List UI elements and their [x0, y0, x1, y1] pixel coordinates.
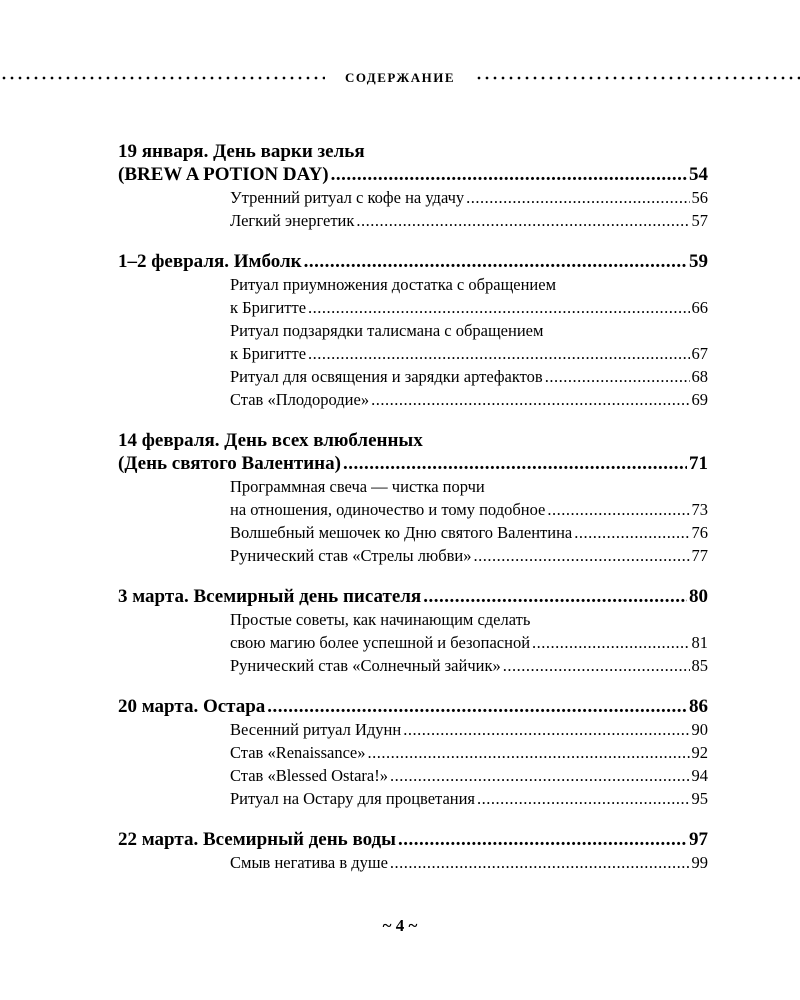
toc-section — [118, 695, 708, 810]
dot-leader — [390, 851, 690, 874]
toc-section — [118, 585, 708, 677]
entry-title: Легкий энергетик — [230, 211, 355, 230]
entry-row — [230, 388, 708, 411]
dot-leader — [547, 498, 689, 521]
entry-page-number: 85 — [691, 656, 708, 675]
entry-page-number: 94 — [691, 766, 708, 785]
section-heading — [118, 695, 708, 718]
table-of-contents — [118, 140, 708, 892]
section-title: 20 марта. Остара — [118, 696, 266, 717]
header-title: СОДЕРЖАНИЕ — [344, 70, 456, 85]
dot-leader — [267, 695, 687, 718]
section-heading — [118, 585, 708, 608]
dot-leader — [304, 250, 687, 273]
section-title-row — [118, 452, 708, 475]
toc-entry — [230, 741, 708, 764]
entry-row — [230, 365, 708, 388]
entry-row — [230, 209, 708, 232]
section-heading — [118, 140, 708, 186]
dot-leader — [466, 186, 689, 209]
entry-title: Утренний ритуал с кофе на удачу — [230, 188, 465, 207]
dot-leader — [308, 342, 689, 365]
entry-row — [230, 631, 708, 654]
section-title: (День святого Валентина) — [118, 453, 341, 474]
section-heading — [118, 250, 708, 273]
toc-entry — [230, 273, 708, 319]
entry-row — [230, 186, 708, 209]
entry-title: Ритуал на Остару для процветания — [230, 789, 476, 808]
entry-row — [230, 787, 708, 810]
entry-row — [230, 851, 708, 874]
section-heading — [118, 429, 708, 475]
section-title-row — [118, 163, 708, 186]
entry-title: Став «Blessed Ostara!» — [230, 766, 388, 785]
dot-leader — [368, 741, 690, 764]
dot-leader — [574, 521, 689, 544]
section-title: 22 марта. Всемирный день воды — [118, 829, 396, 850]
toc-section — [118, 828, 708, 874]
page-number: ~ 4 ~ — [382, 916, 418, 935]
entry-title: к Бригитте — [230, 298, 307, 317]
entry-title: Рунический став «Стрелы любви» — [230, 546, 472, 565]
entry-page-number: 56 — [691, 188, 708, 207]
entry-row — [230, 296, 708, 319]
toc-entry — [230, 186, 708, 209]
dot-leader — [545, 365, 690, 388]
section-page-number: 59 — [689, 251, 708, 272]
dot-leader — [474, 544, 690, 567]
entry-title: Рунический став «Солнечный зайчик» — [230, 656, 501, 675]
entry-row — [230, 342, 708, 365]
section-heading — [118, 828, 708, 851]
dot-leader — [398, 828, 687, 851]
entry-title: Став «Плодородие» — [230, 390, 370, 409]
entry-row — [230, 741, 708, 764]
dot-leader — [331, 163, 687, 186]
entry-title-line: Ритуал приумножения достатка с обращением — [230, 275, 557, 294]
toc-entry — [230, 319, 708, 365]
toc-entry — [230, 521, 708, 544]
running-header — [0, 66, 800, 90]
dot-leader — [390, 764, 690, 787]
entry-page-number: 95 — [691, 789, 708, 808]
section-title-line: 14 февраля. День всех влюбленных — [118, 430, 423, 451]
section-page-number: 54 — [689, 164, 708, 185]
entry-title-line: Ритуал подзарядки талисмана с обращением — [230, 321, 544, 340]
entry-title: на отношения, одиночество и тому подобное — [230, 500, 546, 519]
toc-entry — [230, 654, 708, 677]
dotted-rule-right — [475, 75, 800, 81]
dot-leader — [308, 296, 689, 319]
entry-title-line: Программная свеча — чистка порчи — [230, 477, 485, 496]
dot-leader — [503, 654, 690, 677]
section-title-row — [118, 585, 708, 608]
dot-leader — [423, 585, 687, 608]
toc-entry — [230, 608, 708, 654]
toc-section — [118, 250, 708, 411]
dot-leader — [371, 388, 689, 411]
toc-entry — [230, 209, 708, 232]
section-page-number: 71 — [689, 453, 708, 474]
entry-row — [230, 764, 708, 787]
dot-leader — [356, 209, 689, 232]
dot-leader — [532, 631, 689, 654]
toc-section — [118, 429, 708, 567]
toc-entry — [230, 365, 708, 388]
dot-leader — [343, 452, 687, 475]
entry-page-number: 92 — [691, 743, 708, 762]
toc-entry — [230, 787, 708, 810]
entry-row — [230, 654, 708, 677]
entry-page-number: 81 — [691, 633, 708, 652]
section-page-number: 86 — [689, 696, 708, 717]
entry-page-number: 68 — [691, 367, 708, 386]
section-page-number: 97 — [689, 829, 708, 850]
section-page-number: 80 — [689, 586, 708, 607]
dot-leader — [403, 718, 689, 741]
entry-row — [230, 718, 708, 741]
entry-page-number: 73 — [691, 500, 708, 519]
entry-title: Волшебный мешочек ко Дню святого Валентина — [230, 523, 573, 542]
entry-page-number: 76 — [691, 523, 708, 542]
entry-row — [230, 521, 708, 544]
dot-leader — [477, 787, 689, 810]
entry-page-number: 57 — [691, 211, 708, 230]
toc-entry — [230, 475, 708, 521]
section-title-row — [118, 828, 708, 851]
section-title-row — [118, 250, 708, 273]
toc-section — [118, 140, 708, 232]
toc-entry — [230, 764, 708, 787]
entry-title: свою магию более успешной и безопасной — [230, 633, 531, 652]
section-title: (BREW A POTION DAY) — [118, 164, 329, 185]
entry-page-number: 67 — [691, 344, 708, 363]
entry-title: Весенний ритуал Идунн — [230, 720, 402, 739]
entry-page-number: 77 — [691, 546, 708, 565]
section-title-row — [118, 695, 708, 718]
section-title-line: 19 января. День варки зелья — [118, 141, 365, 162]
toc-entry — [230, 388, 708, 411]
entry-title-line: Простые советы, как начинающим сделать — [230, 610, 531, 629]
entry-title: к Бригитте — [230, 344, 307, 363]
entry-title: Смыв негатива в душе — [230, 853, 388, 872]
toc-entry — [230, 718, 708, 741]
entry-row — [230, 498, 708, 521]
section-title: 1–2 февраля. Имболк — [118, 251, 302, 272]
entry-title: Став «Renaissance» — [230, 743, 366, 762]
entry-page-number: 90 — [691, 720, 708, 739]
entry-page-number: 66 — [691, 298, 708, 317]
entry-page-number: 69 — [691, 390, 708, 409]
entry-page-number: 99 — [691, 853, 708, 872]
entry-row — [230, 544, 708, 567]
toc-entry — [230, 851, 708, 874]
entry-title: Ритуал для освящения и зарядки артефактов — [230, 367, 543, 386]
toc-entry — [230, 544, 708, 567]
section-title: 3 марта. Всемирный день писателя — [118, 586, 422, 607]
dotted-rule-left — [0, 75, 325, 81]
